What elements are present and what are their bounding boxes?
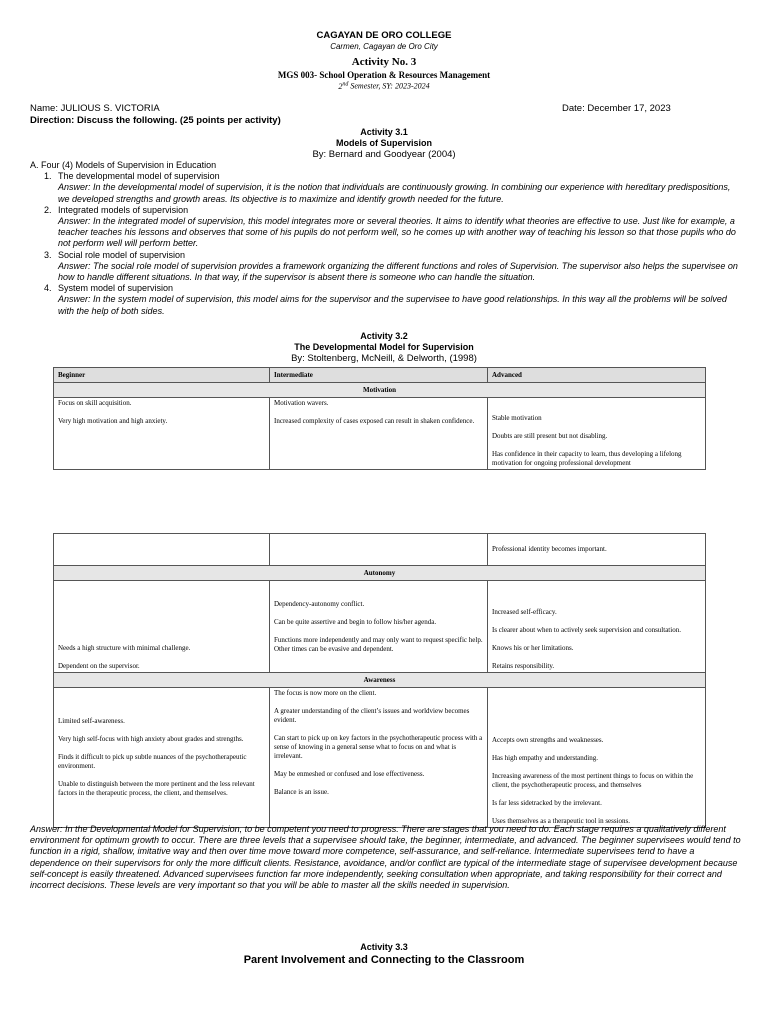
activity-number-title: Activity No. 3 [351,56,417,68]
cell-text: Finds it difficult to pick up subtle nuances of the psychotherapeutic environment. [58,753,247,770]
cell-text: Motivation wavers. [274,399,329,407]
activity-3-2-answer: Answer: In the Developmental Model for Supervision, to be competent you need to progress. There are stages that you need to do. Each stage requires a qualitatively different environment for optimum growth to occur. There are three levels that a supervisee should take, the beginner, intermediate, and advanced. The beginner supervisees would tend to function in a rigid, shallow, imitative way and then over time move toward more competence, self-assurance, and self-reliance. Intermediate supervisees tend to have a dependence on their supervisors for only the more difficult clients. Resistance, avoidance, and/or conflict are typical of the intermediate stage of supervisee development because self-concept is easily threatened. Advanced supervisees function far more independently, seeking consultation when appropriate, and taking responsibility for their correct and incorrect decisions. These levels are very important so that you will be able to master all the skills needed in supervision. [30,824,741,891]
developmental-model-table-continued [53,533,706,828]
model-number: 1. [44,171,52,182]
cell-text: Doubts are still present but not disabling. [492,432,608,440]
table-row [54,534,706,566]
cell-beginner [54,688,270,828]
model-item [30,250,742,284]
model-answer: Answer: The social role model of supervision provides a framework organizing the different functions and roles of Supervision. The supervisor also helps the supervisee on how to handle different situations. In that way, if the supervisor is absent there is someone who can handle the situation. [58,260,738,283]
model-name: The developmental model of supervision [58,171,220,182]
table-band-row [54,383,706,398]
cell-text: May be enmeshed or confused and lose effectiveness. [274,770,425,778]
cell-text: Very high self-focus with high anxiety about grades and strengths. [58,735,244,743]
model-item [30,205,742,250]
table-band-row [54,673,706,688]
cell-text: A greater understanding of the client’s issues and worldview becomes evident. [274,707,470,724]
activity-3-1-byline: By: Bernard and Goodyear (2004) [312,149,456,160]
cell-advanced [488,581,706,673]
direction-text: Direction: Discuss the following. (25 points per activity) [30,115,281,126]
model-name: System model of supervision [58,283,174,294]
semester-text: Semester, SY: 2023-2024 [348,81,430,91]
cell-text: Can be quite assertive and begin to follow his/her agenda. [274,617,437,626]
cell-text: Knows his or her limitations. [492,644,574,652]
cell-text: Has high empathy and understanding. [492,754,598,762]
cell-text: Unable to distinguish between the more pertinent and the less relevant factors in the therapeutic process, the client, and themselves. [58,780,255,797]
column-header-beginner: Beginner [54,368,270,383]
cell-text: Dependency-autonomy conflict. [274,599,365,608]
cell-text: Can start to pick up on key factors in the psychotherapeutic process with a sense of knowing in a general sense what to focus on and what is irrelevant. [274,734,483,760]
activity-3-3-subtitle: Parent Involvement and Connecting to the Classroom [243,954,525,966]
models-of-supervision [30,160,742,317]
model-item [30,283,742,317]
activity-3-2-subtitle: The Developmental Model for Supervision [294,342,474,352]
activity-3-1-subtitle: Models of Supervision [335,138,432,148]
model-item [30,171,742,205]
cell-text: Increased complexity of cases exposed can result in shaken confidence. [274,417,475,425]
cell-text: Increased self-efficacy. [492,608,557,616]
cell-advanced [488,398,706,470]
college-address: Carmen, Cagayan de Oro City [330,42,438,51]
model-name: Integrated models of supervision [58,204,189,215]
model-answer: Answer: In the integrated model of supervision, this model integrates more or several theories. It aims to identify what theories are effective to use. Just like for example, a teacher teaches his lessons and observes that some of his pupils do not perform well, so he comes up with another way of teaching his lesson so that those pupils who do not perform well will perform better. [58,216,736,249]
course-title: MGS 003- School Operation & Resources Management [277,70,491,80]
table-band-row [54,566,706,581]
activity-3-2-title: Activity 3.2 [360,331,408,341]
cell-text: Has confidence in their capacity to learn, thus developing a lifelong motivation for ongoing professional development [492,450,682,467]
cell-text: Needs a high structure with minimal challenge. [58,644,191,652]
cell-intermediate [270,398,488,470]
ordinal-suffix: nd [342,81,349,87]
cell-beginner [54,398,270,470]
cell-beginner [54,581,270,673]
cell-text: Dependent on the supervisor. [58,662,140,670]
cell-advanced [488,534,706,566]
band-autonomy: Autonomy [54,566,706,581]
activity-3-2-byline: By: Stoltenberg, McNeill, & Delworth, (1998) [291,353,477,364]
model-name: Social role model of supervision [58,249,186,260]
model-number: 2. [44,204,52,215]
cell-text: Is clearer about when to actively seek supervision and consultation. [492,626,681,634]
cell-intermediate [270,581,488,673]
cell-text: The focus is now more on the client. [274,689,377,697]
cell-text: Accepts own strengths and weaknesses. [492,736,604,744]
table-header-row [54,368,706,383]
model-number: 3. [44,249,52,260]
developmental-model-table [53,367,706,470]
cell-text: Focus on skill acquisition. [58,399,132,407]
column-header-advanced: Advanced [488,368,706,383]
model-number: 4. [44,283,52,294]
semester-line [0,81,768,91]
cell-beginner [54,534,270,566]
column-header-intermediate: Intermediate [270,368,488,383]
cell-text: Very high motivation and high anxiety. [58,417,168,425]
band-motivation: Motivation [54,383,706,398]
table-row [54,398,706,470]
cell-text: Uses themselves as a therapeutic tool in sessions. [492,817,631,825]
student-name: Name: JULIOUS S. VICTORIA [30,103,160,114]
cell-text: Functions more independently and may only want to request specific help. Other times can be evasive and dependent. [274,635,483,653]
cell-text: Limited self-awareness. [58,717,125,725]
college-name: CAGAYAN DE ORO COLLEGE [316,30,452,41]
band-awareness: Awareness [54,673,706,688]
table-row [54,688,706,828]
models-intro: A. Four (4) Models of Supervision in Education [30,160,217,170]
table-row [54,581,706,673]
cell-text: Is far less sidetracked by the irrelevant. [492,799,602,807]
model-answer: Answer: In the developmental model of supervision, it is the notion that individuals are continuously growing. In combining our experience with hereditary predispositions, we developed strengths and growth areas. Its objective is to maximize and identify growth needed for the future. [58,182,731,204]
model-answer: Answer: In the system model of supervision, this model aims for the supervisor and the supervisee to have good relationships. In this way all the problems will be solved with the help of both sides. [58,294,727,316]
cell-text: Balance is an issue. [274,788,329,796]
cell-advanced [488,688,706,828]
cell-text: Professional identity becomes important. [492,545,607,553]
cell-text: Retains responsibility. [492,662,555,670]
activity-3-1-title: Activity 3.1 [360,127,408,137]
cell-intermediate [270,534,488,566]
cell-intermediate [270,688,488,828]
activity-3-3-title: Activity 3.3 [360,942,408,952]
cell-text: Increasing awareness of the most pertinent things to focus on within the client, the psychotherapeutic process, and themselves [492,772,694,789]
semester-ordinal: 2nd [338,81,349,91]
cell-text: Stable motivation [492,414,542,422]
submission-date: Date: December 17, 2023 [562,103,671,114]
